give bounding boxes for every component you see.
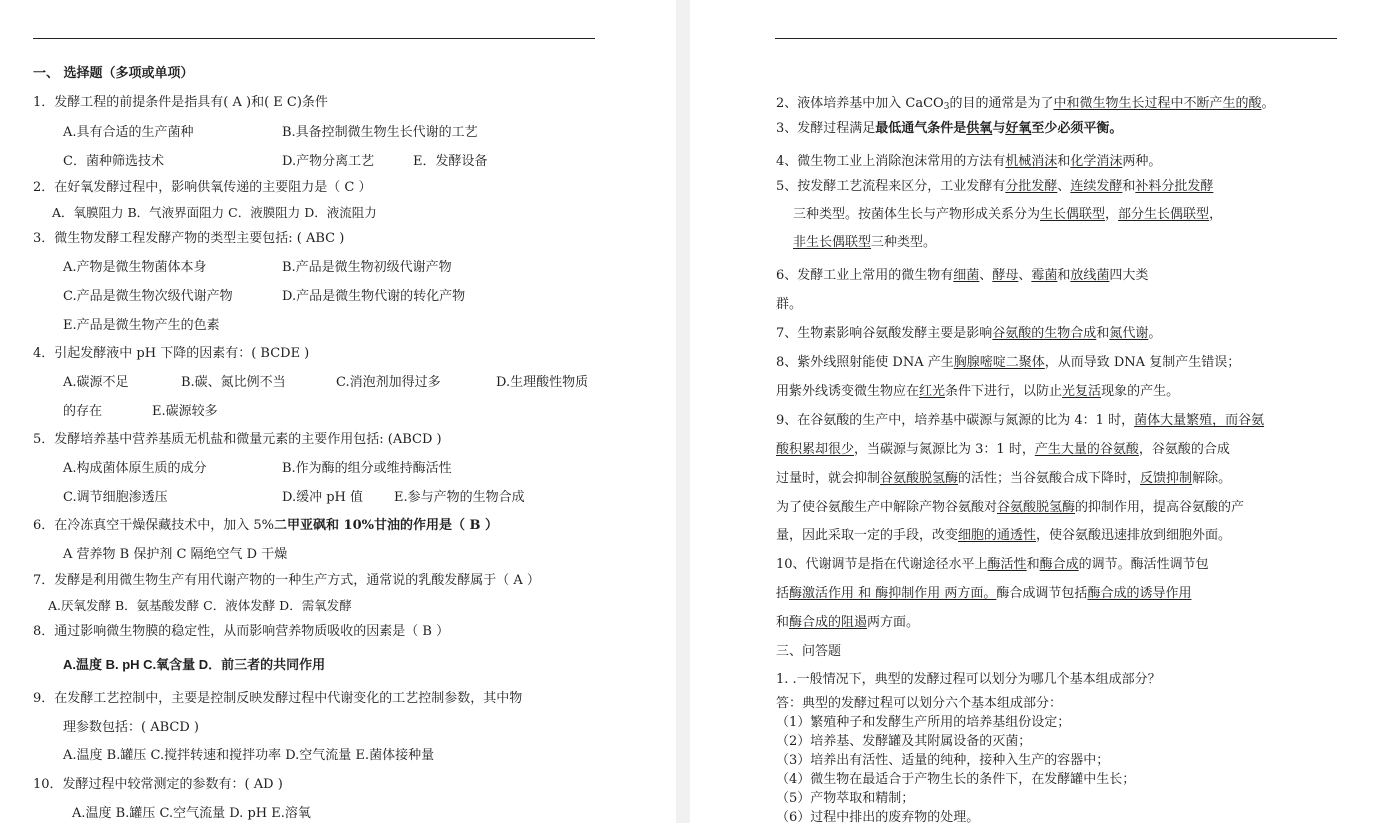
q2-stem: 2．在好氧发酵过程中，影响供氧传递的主要阻力是（ C ） [33,180,372,195]
q2-options: A．氧膜阻力 B．气液界面阻力 C．液膜阻力 D．液流阻力 [52,205,377,220]
answer-blank: 好氧 [1005,121,1032,136]
answer-blank: 酸积累却很少 [776,442,855,457]
answer-blank: 菌体大量繁殖，而谷氨 [1134,413,1265,428]
q3-option-a: A.产物是微生物菌体本身 [63,260,207,275]
q10-stem: 10．发酵过程中较常测定的参数有：( AD ) [33,777,283,792]
fill-6-cont: 群。 [776,297,803,312]
answer-blank: 谷氨酸脱氢酶 [880,471,959,486]
fill-4: 4、微生物工业上消除泡沫常用的方法有机械消沫和化学消沫两种。 [776,154,1162,169]
answer-blank: 机械消沫 [1005,154,1058,169]
q3-option-b: B.产品是微生物初级代谢产物 [282,260,452,275]
q10-options: A.温度 B.罐压 C.空气流量 D. pH E.溶氧 [72,806,311,821]
answer-blank: 供氧 [966,121,993,136]
answer-blank: 谷氨酸的生物合成 [992,326,1097,341]
answer-blank: 酵母 [992,268,1019,283]
q5-option-c: C.调节细胞渗透压 [63,490,168,505]
section-title-choice: 一、 选择题（多项或单项） [33,66,194,81]
q1-option-a: A.具有合适的生产菌种 [63,125,194,140]
answer-blank: 连续发酵 [1070,179,1123,194]
q8-stem: 8．通过影响微生物膜的稳定性，从而影响营养物质吸收的因素是（ B ） [33,624,450,639]
header-rule [33,38,595,39]
answer-blank: 光复活 [1062,384,1102,399]
q1-option-b: B.具备控制微生物生长代谢的工艺 [282,125,478,140]
answer-blank: 胸腺嘧啶二聚体 [953,355,1045,370]
answer-blank: 产生大量的谷氨酸 [1034,442,1139,457]
fill-9-cont2: 过量时，就会抑制谷氨酸脱氢酶的活性；当谷氨酸合成下降时，反馈抑制解除。 [776,471,1232,486]
fill-5: 5、按发酵工艺流程来区分，工业发酵有分批发酵、连续发酵和补料分批发酵 [776,179,1214,194]
fill-8-cont: 用紫外线诱变微生物应在红光条件下进行，以防止光复活现象的产生。 [776,384,1180,399]
q4-option-a: A.碳源不足 [63,375,129,390]
q3-stem: 3．微生物发酵工程发酵产物的类型主要包括: ( ABC ) [33,231,345,246]
q6-options: A 营养物 B 保护剂 C 隔绝空气 D 干燥 [63,547,288,562]
q5-option-a: A.构成菌体原生质的成分 [63,461,207,476]
qa-answer-intro: 答：典型的发酵过程可以划分六个基本组成部分： [776,696,1063,711]
fill-9-cont3: 为了使谷氨酸生产中解除产物谷氨酸对谷氨酸脱氢酶的抑制作用，提高谷氨酸的产 [776,500,1245,515]
q4-option-c: C.消泡剂加得过多 [336,375,441,390]
qa-answer-3: （3）培养出有活性、适量的纯种，接种入生产的容器中； [776,753,1110,768]
answer-blank: 生长偶联型 [1040,207,1106,222]
fill-5-cont2: 非生长偶联型三种类型。 [793,235,937,250]
q3-option-d: D.产品是微生物代谢的转化产物 [282,289,466,304]
fill-9-cont4: 量，因此采取一定的手段，改变细胞的通透性，使谷氨酸迅速排放到细胞外面。 [776,528,1232,543]
fill-2: 2、液体培养基中加入 CaCO3的目的通常是为了中和微生物生长过程中不断产生的酸。 [776,96,1275,112]
section-title-qa: 三、问答题 [776,644,842,659]
answer-blank: 补料分批发酵 [1135,179,1214,194]
answer-blank: 化学消沫 [1070,154,1123,169]
answer-blank: 酶合成的阻遏 [789,615,868,630]
page-gutter [676,0,690,823]
q9-stem: 9．在发酵工艺控制中，主要是控制反映发酵过程中代谢变化的工艺控制参数，其中物 [33,691,523,706]
qa-answer-2: （2）培养基、发酵罐及其附属设备的灭菌； [776,734,1032,749]
q5-option-b: B.作为酶的组分或维持酶活性 [282,461,452,476]
qa-question-1: 1. .一般情况下，典型的发酵过程可以划分为哪几个基本组成部分？ [776,672,1161,687]
answer-blank: 分批发酵 [1005,179,1058,194]
q4-option-b: B.碳、氮比例不当 [181,375,286,390]
q5-stem: 5．发酵培养基中营养基质无机盐和微量元素的主要作用包括: (ABCD ) [33,432,442,447]
answer-blank: 细胞的通透性 [958,528,1037,543]
fill-5-cont: 三种类型。按菌体生长与产物形成关系分为生长偶联型，部分生长偶联型， [793,207,1223,222]
answer-blank: 非生长偶联型 [793,235,872,250]
q3-option-c: C.产品是微生物次级代谢产物 [63,289,233,304]
answer-blank: 中和微生物生长过程中不断产生的酸 [1053,96,1262,111]
fill-10: 10、代谢调节是指在代谢途径水平上酶活性和酶合成的调节。酶活性调节包 [776,557,1209,572]
answer-blank: 细菌 [953,268,980,283]
q9-options: A.温度 B.罐压 C.搅拌转速和搅拌功率 D.空气流量 E.菌体接种量 [63,748,435,763]
answer-blank: 酶合成的诱导作用 [1087,586,1192,601]
qa-answer-1: （1）繁殖种子和发酵生产所用的培养基组份设定； [776,715,1071,730]
fill-9-cont: 酸积累却很少，当碳源与氮源比为 3：1 时，产生大量的谷氨酸，谷氨酸的合成 [776,442,1230,457]
answer-blank: 部分生长偶联型 [1118,207,1210,222]
right-page [690,0,1382,823]
q7-options: A.厌氧发酵 B．氨基酸发酵 C．液体发酵 D．需氧发酵 [48,598,352,613]
fill-10-cont: 括酶激活作用 和 酶抑制作用 两方面。酶合成调节包括酶合成的诱导作用 [776,586,1192,601]
q8-options: A.温度 B. pH C.氧含量 D．前三者的共同作用 [63,657,326,672]
q1-option-d: D.产物分离工艺 [282,154,375,169]
left-page [0,0,676,823]
answer-blank: 酶激活作用 和 酶抑制作用 两方面。 [789,586,997,601]
q7-stem: 7．发酵是利用微生物生产有用代谢产物的一种生产方式，通常说的乳酸发酵属于（ A ） [33,573,540,588]
answer-blank: 氮代谢 [1109,326,1149,341]
answer-blank: 酶合成 [1039,557,1079,572]
fill-7: 7、生物素影响谷氨酸发酵主要是影响谷氨酸的生物合成和氮代谢。 [776,326,1162,341]
q9-stem-cont: 理参数包括：( ABCD ) [63,720,199,735]
q4-option-d-cont: 的存在 [63,404,103,419]
q4-stem: 4．引起发酵液中 pH 下降的因素有：( BCDE ) [33,346,310,361]
answer-blank: 红光 [919,384,946,399]
q1-option-e: E．发酵设备 [413,154,488,169]
fill-3: 3、发酵过程满足最低通气条件是供氧与好氧至少必须平衡。 [776,121,1123,136]
q6-stem-bold: 二甲亚砜和 10%甘油的作用是（ B ） [274,518,499,533]
fill-6: 6、发酵工业上常用的微生物有细菌、酵母、霉菌和放线菌四大类 [776,268,1149,283]
q6-stem-plain: 6．在冷冻真空干燥保藏技术中，加入 5% [33,518,275,533]
answer-blank: 放线菌 [1070,268,1110,283]
q6-stem [33,518,498,534]
fill-10-cont2: 和酶合成的阻遏两方面。 [776,615,920,630]
fill-9: 9、在谷氨酸的生产中，培养基中碳源与氮源的比为 4：1 时，菌体大量繁殖，而谷氨 [776,413,1265,428]
fill-8: 8、紫外线照射能使 DNA 产生胸腺嘧啶二聚体，从而导致 DNA 复制产生错误； [776,355,1241,370]
q5-option-e: E.参与产物的生物合成 [394,490,525,505]
header-rule [775,38,1337,39]
answer-blank: 霉菌 [1031,268,1058,283]
qa-answer-4: （4）微生物在最适合于产物生长的条件下，在发酵罐中生长； [776,772,1136,787]
q4-option-d: D.生理酸性物质 [496,375,589,390]
q4-option-e: E.碳源较多 [152,404,218,419]
q1-option-c: C．菌种筛选技术 [63,154,164,169]
answer-blank: 酶活性 [987,557,1027,572]
answer-blank: 谷氨酸脱氢酶 [997,500,1076,515]
q3-option-e: E.产品是微生物产生的色素 [63,318,220,333]
qa-answer-6: （6）过程中排出的废弃物的处理。 [776,810,980,823]
q1-stem: 1．发酵工程的前提条件是指具有( A )和( E C)条件 [33,95,328,110]
qa-answer-5: （5）产物萃取和精制； [776,791,915,806]
answer-blank: 反馈抑制 [1140,471,1193,486]
q5-option-d: D.缓冲 pH 值 [282,490,364,505]
